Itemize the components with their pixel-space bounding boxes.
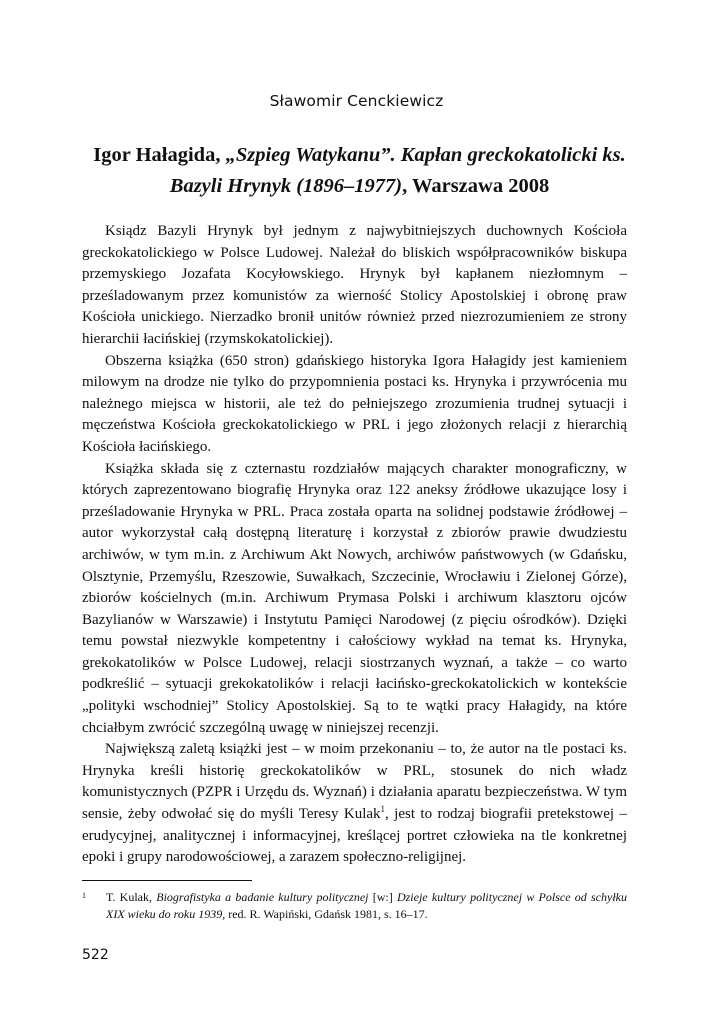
paragraph-4-text-a: Największą zaletą książki jest – w moim przekonaniu – to, że autor na tle postaci ks. Hrynyka kreśli historię greckokatolików w PRL, stosunek do nich władz komunistycznych (PZPR i Urzędu ds. Wyznań) i działania aparatu bezpieczeństwa. W tym sensie, żeby odwołać się do myśli Teresy Kulak	[82, 741, 627, 823]
paragraph-2: Obszerna książka (650 stron) gdańskiego historyka Igora Hałagidy jest kamieniem milowym na drodze nie tylko do przypomnienia postaci ks. Hrynyka i przywrócenia mu należnego miejsca w historii, ale też do pełniejszego zrozumienia trudnej sytuacji i męczeństwa Kościoła greckokatolickiego w PRL i jego złożonych relacji z hierarchią Kościoła łacińskiego.	[82, 352, 627, 455]
footnote-separator	[82, 880, 252, 881]
paragraph-1: Ksiądz Bazyli Hrynyk był jednym z najwybitniejszych duchownych Kościoła greckokatolickiego w Polsce Ludowej. Należał do bliskich współpracowników biskupa przemyskiego Jozafata Kocyłowskiego. Hrynyk był kapłanem niezłomnym – prześladowanym przez komunistów za wierność Stolicy Apostolskiej i obronę praw Kościoła unickiego. Nierzadko bronił unitów również przed niezrozumieniem ze strony hierarchii łacińskiej (rzymskokatolickiej).	[82, 223, 627, 347]
review-author: Sławomir Cenckiewicz	[269, 92, 444, 110]
footnote-source: Dzieje kultury politycznej w Polsce od schyłku XIX wieku do roku 1939	[106, 890, 627, 921]
footnote-author: T. Kulak,	[106, 890, 157, 904]
footnote-connector: [w:]	[368, 890, 397, 904]
paragraph-4	[82, 739, 627, 869]
review-body	[82, 221, 627, 869]
paragraph-3: Książka składa się z czternastu rozdziałów mających charakter monograficzny, w których zaprezentowano biografię Hrynyka oraz 122 aneksy źródłowe ukazujące losy i prześladowanie Hrynyka w PRL. Praca została oparta na solidnej podstawie źródłowej – autor wykorzystał całą dostępną literaturę i korzystał z zbiorów prawie dwudziestu archiwów, w tym m.in. z Archiwum Akt Nowych, archiwów państwowych (w Gdańsku, Olsztynie, Przemyślu, Rzeszowie, Suwałkach, Szczecinie, Wrocławiu i Zielonej Górze), zbiorów kościelnych (m.in. Archiwum Prymasa Polski i archiwum klasztoru ojców Bazylianów w Warszawie) i Instytutu Pamięci Narodowej (z pięciu ośrodków). Dzięki temu powstał niezwykle kompetentny i całościowy wykład na temat ks. Hrynyka, grekokatolików w Polsce Ludowej, relacji siostrzanych wyznań, a także – co warto podkreślić – sytuacji grekokatolików i relacji łacińsko-greckokatolickich w kontekście „polityki wschodniej” Stolicy Apostolskiej. Są to te wątki pracy Hałagidy, na które chciałbym zwrócić szczególną uwagę w niniejszej recenzji.	[82, 460, 627, 736]
reviewed-book-author: Igor Hałagida,	[93, 144, 226, 166]
footnote-text	[82, 889, 627, 923]
footnote-number: 1	[82, 891, 86, 900]
footnote-details: , red. R. Wapiński, Gdańsk 1981, s. 16–17.	[222, 907, 428, 921]
footnote-title: Biografistyka a badanie kultury politycznej	[156, 890, 369, 904]
page-number: 522	[82, 947, 109, 963]
review-title	[82, 140, 637, 202]
reviewed-book-title: „Szpieg Watykanu”. Kapłan greckokatolicki ks. Bazyli Hrynyk (1896–1977)	[169, 144, 626, 197]
paragraph-4-text-b: , jest to rodzaj biografii pretekstowej – erudycyjnej, analitycznej i informacyjnej, kreślącej portret człowieka na tle konkretnej epoki i grupy narodowościowej, a zarazem społeczno-religijnej.	[82, 806, 627, 866]
footnote-reference[interactable]: 1	[380, 804, 386, 815]
reviewed-book-publication: , Warszawa 2008	[402, 175, 550, 197]
footnote	[82, 889, 627, 923]
